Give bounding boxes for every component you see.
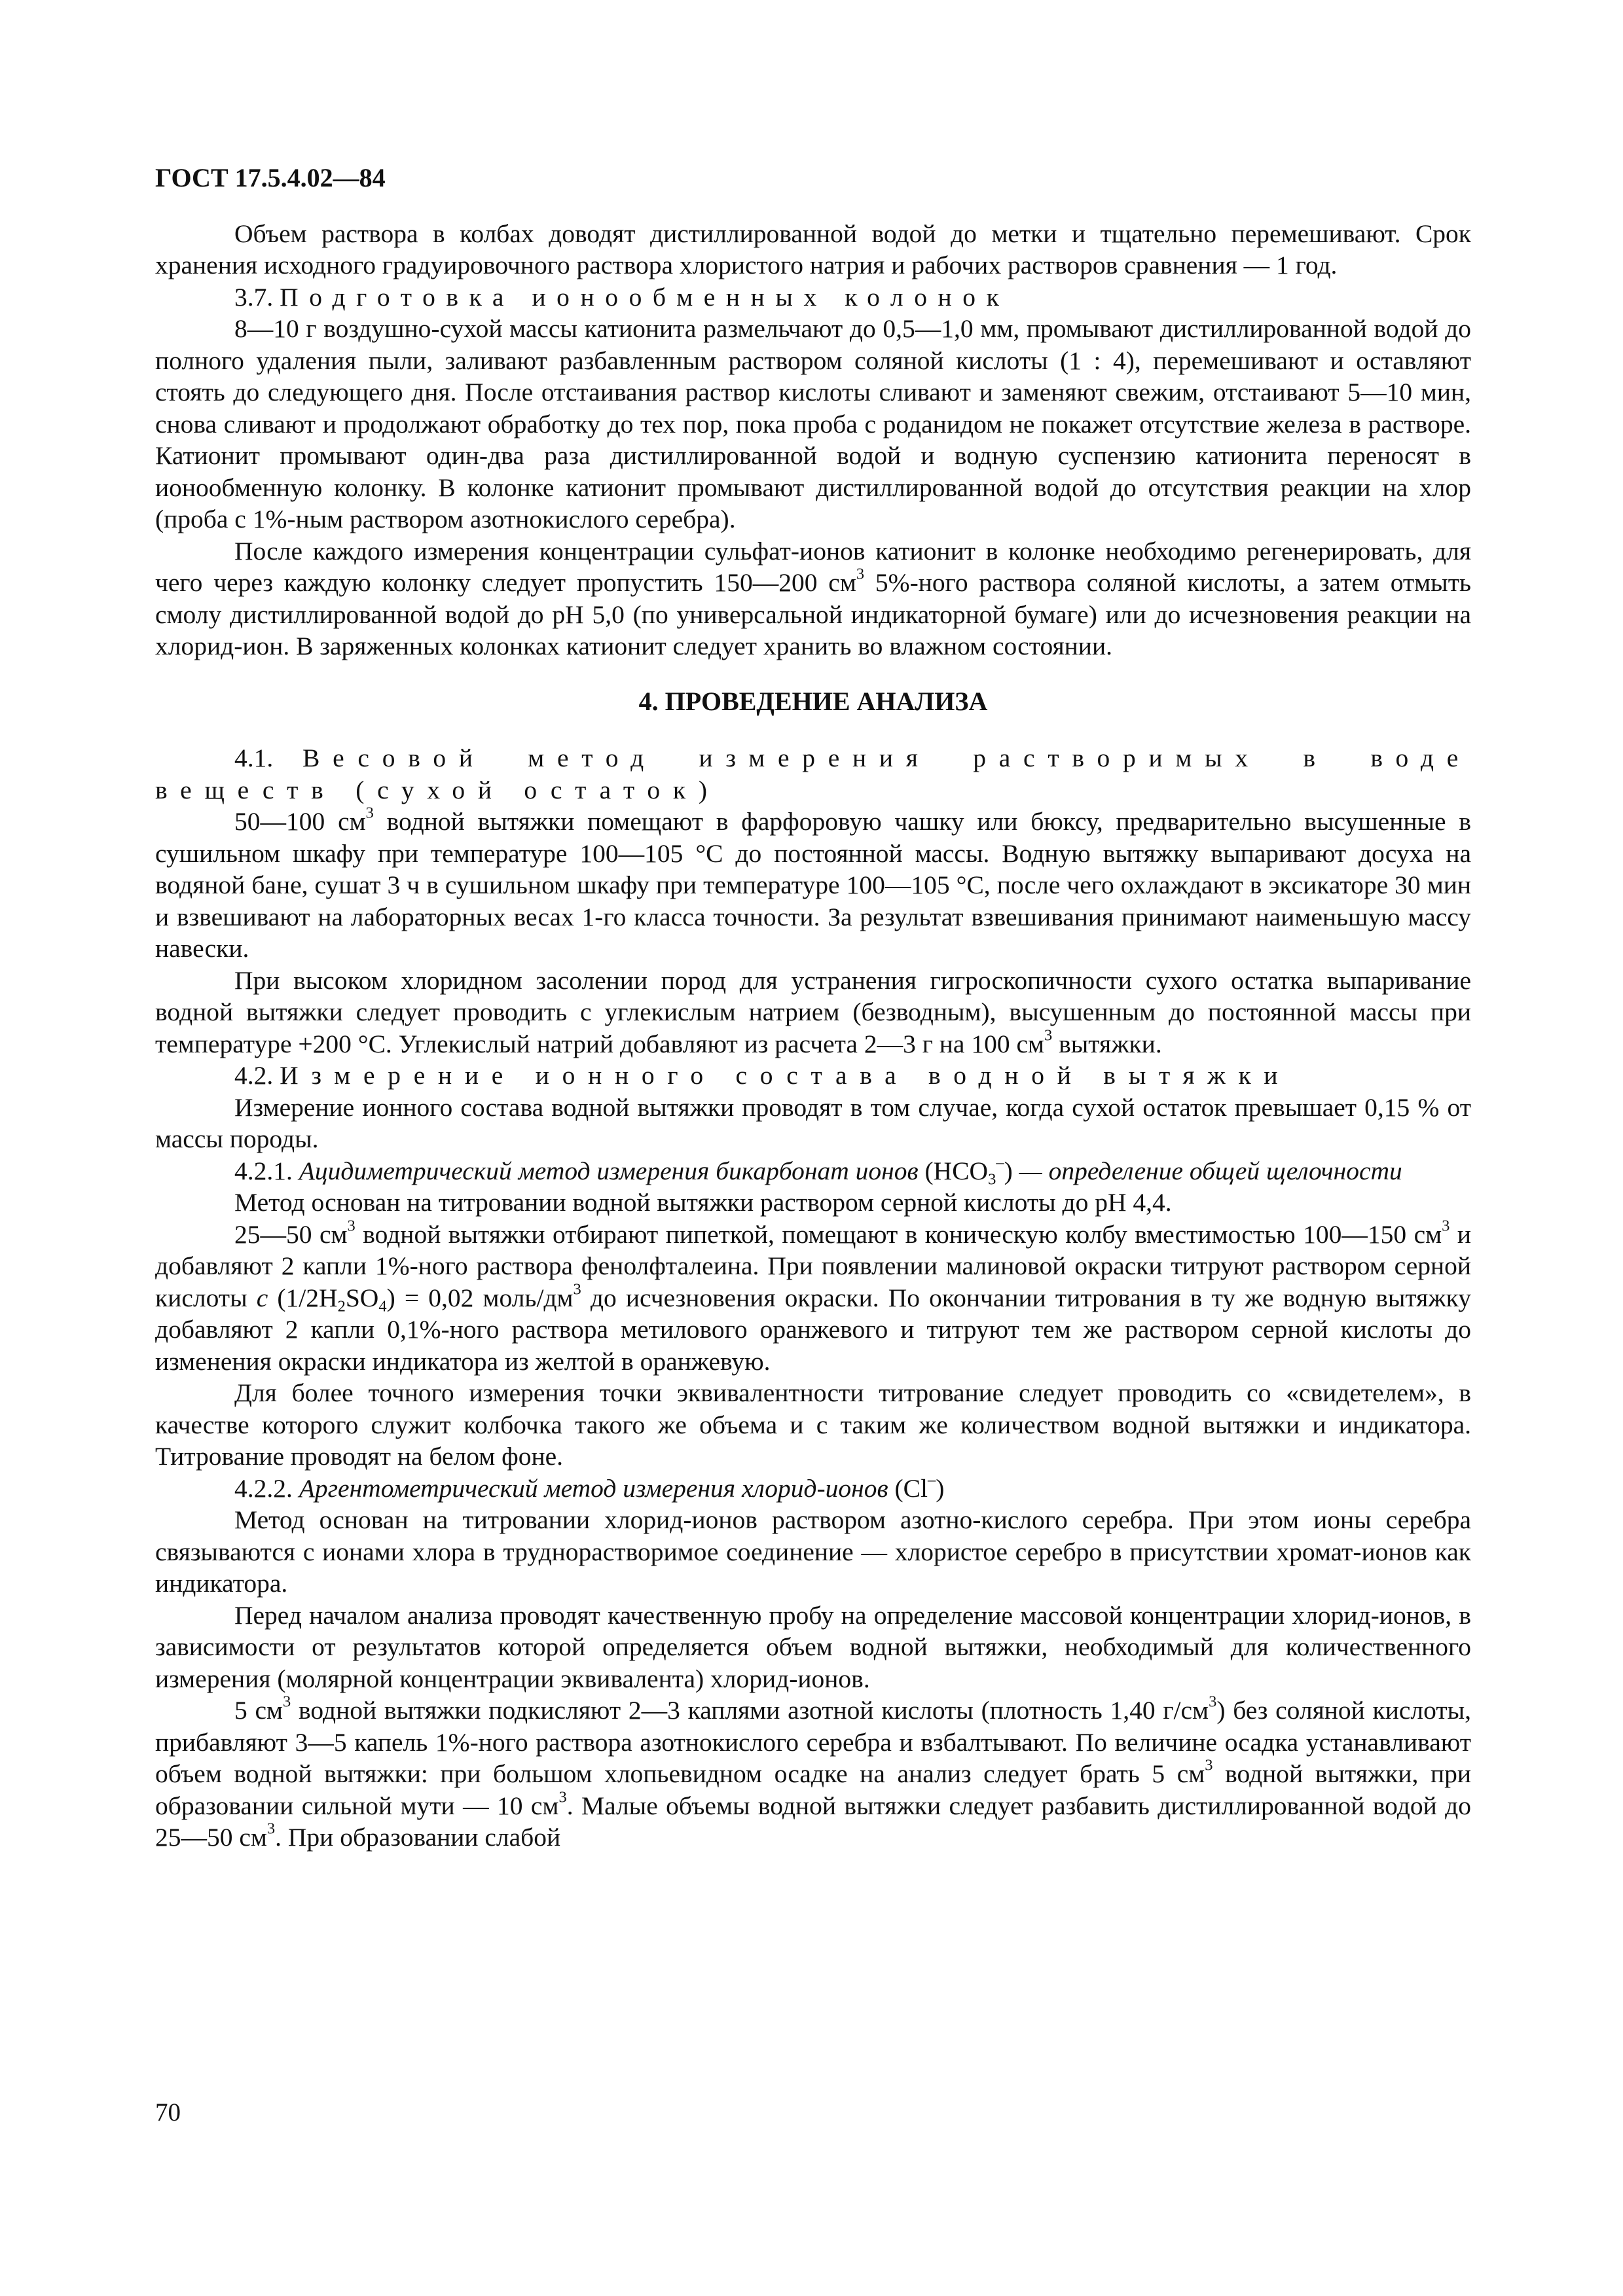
document-header: ГОСТ 17.5.4.02—84 xyxy=(155,163,386,192)
paragraph-cation-exchanger-prep: 8—10 г воздушно-сухой массы катионита размельчают до 0,5—1,0 мм, промывают дистиллированной водой до полного удаления пыли, заливают разбавленным раствором соляной кислоты (1 : 4), перемешивают и оставляют стоять до следующего дня. После отстаивания раствор кислоты сливают и заменяют свежим, отстаивают 5—10 мин, снова сливают и продолжают обработку до тех пор, пока проба с роданидом не покажет отсутствие железа в растворе. Катионит промывают один-два раза дистиллированной водой и водную суспензию катионита переносят в ионообменную колонку. В колонке катионит промывают дистиллированной водой до отсутствия реакции на хлор (проба с 1%-ным раствором азотнокислого серебра). xyxy=(155,314,1471,533)
paragraph-solution-volume: Объем раствора в колбах доводят дистиллированной водой до метки и тщательно перемешивают. Срок хранения исходного градуировочного раствора хлористого натрия и рабочих растворов сравнения — 1 год. xyxy=(155,219,1471,279)
paragraph-dry-residue-method: 50—100 $см^3$ водной вытяжки помещают в фарфоровую чашку или бюксу, предварительно высушенные в сушильном шкафу при температуре 100—105 °С до постоянной массы. Водную вытяжку выпаривают досуха на водяной бане, сушат 3 ч в сушильном шкафу при температуре 100—105 °С, после чего охлаждают в эксикаторе 30 мин и взвешивают на лабораторных весах 1-го класса точности. За результат взвешивания принимают наименьшую массу навески. xyxy=(155,804,1472,963)
paragraph-ionic-composition: Измерение ионного состава водной вытяжки проводят в том случае, когда сухой остаток превышает 0,15 % от массы породы. xyxy=(155,1092,1471,1153)
paragraph-regeneration: После каждого измерения концентрации сульфат-ионов катионит в колонке необходимо регенерировать, для чего через каждую колонку следует пропустить 150—200 $см^3$ 5%-ного раствора соляной кислоты, а затем отмыть смолу дистиллированной водой до рН 5,0 (по универсальной индикаторной бумаге) или до исчезновения реакции на хлорид-ион. В заряженных колонках катионит следует хранить во влажном состоянии. xyxy=(155,536,1471,660)
section-title: Весовой метод измерения растворимых в воде веществ (сухой остаток) xyxy=(155,744,1472,804)
paragraph-titration-principle: Метод основан на титровании водной вытяжки раствором серной кислоты до рН 4,4. xyxy=(234,1188,1172,1217)
section-number: 3.7. xyxy=(234,282,274,312)
section-4-2-1-heading: 4.2.1. Ацидиметрический метод измерения бикарбонат ионов $(НСО_3^-)$ — определение общей щелочности xyxy=(234,1153,1402,1188)
paragraph-titration-procedure: 25—50 $см^3$ водной вытяжки отбирают пипеткой, помещают в коническую колбу вместимостью 100—150 $см^3$ и добавляют 2 капли 1%-ного раствора фенолфталеина. При появлении малиновой окраски титруют раствором серной кислоты с $(1/2H_2SO_4) = 0,02$ моль/$дм^3$ до исчезновения окраски. По окончании титрования в ту же водную вытяжку добавляют 2 капли 0,1%-ного раствора метилового оранжевого и титруют тем же раствором серной кислоты до изменения окраски индикатора из желтой в оранжевую. xyxy=(155,1217,1472,1376)
page-number: 70 xyxy=(155,2098,181,2126)
paragraph-witness-titration: Для более точного измерения точки эквивалентности титрование следует проводить со «свидетелем», в качестве которого служит колбочка такого же объема и с таким же количеством водной вытяжки и индикатора. Титрование проводят на белом фоне. xyxy=(155,1378,1471,1471)
section-4-heading: 4. ПРОВЕДЕНИЕ АНАЛИЗА xyxy=(638,686,988,716)
paragraph-sample-volume: 5 $см^3$ водной вытяжки подкисляют 2—3 каплями азотной кислоты (плотность 1,40 $г/см^3$) без соляной кислоты, прибавляют 3—5 капель 1%-ного раствора азотнокислого серебра и взбалтывают. По величине осадка устанавливают объем водной вытяжки: при большом хлопьевидном осадке на анализ следует брать 5 $см^3$ водной вытяжки, при образовании сильной мути — 10 $см^3$. Малые объемы водной вытяжки следует разбавить дистиллированной водой до 25—50 $см^3$. При образовании слабой xyxy=(155,1693,1472,1852)
section-number: 4.1. xyxy=(234,744,274,772)
section-3-7-heading xyxy=(155,281,1471,314)
section-4-1-heading xyxy=(155,742,1471,806)
paragraph-chloride-salinity: При высоком хлоридном засолении пород для устранения гигроскопичности сухого остатка выпаривание водной вытяжки следует проводить с углекислым натрием (безводным), высушенным до постоянной массы при температуре +200 °С. Углекислый натрий добавляют из расчета 2—3 г на 100 $см^3$ вытяжки. xyxy=(155,965,1471,1058)
paragraph-qualitative-test: Перед началом анализа проводят качественную пробу на определение массовой концентрации хлорид-ионов, в зависимости от результатов которой определяется объем водной вытяжки, необходимый для количественного измерения (молярной концентрации эквивалента) хлорид-ионов. xyxy=(155,1600,1471,1693)
section-4-2-2-heading: 4.2.2. Аргентометрический метод измерения хлорид-ионов (Cl–) xyxy=(234,1471,945,1503)
paragraph-argentometric-principle: Метод основан на титровании хлорид-ионов раствором азотно-кислого серебра. При этом ионы серебра связываются с ионами хлора в труднорастворимое соединение — хлористое серебро в присутствии хромат-ионов как индикатора. xyxy=(155,1505,1471,1598)
section-4-2-heading xyxy=(155,1060,1471,1092)
section-title: Измерение ионного состава водной вытяжки xyxy=(280,1061,1291,1090)
section-number: 4.2. xyxy=(234,1061,274,1090)
section-title: Подготовка ионообменных колонок xyxy=(280,282,1010,312)
document-page xyxy=(155,162,1471,1854)
